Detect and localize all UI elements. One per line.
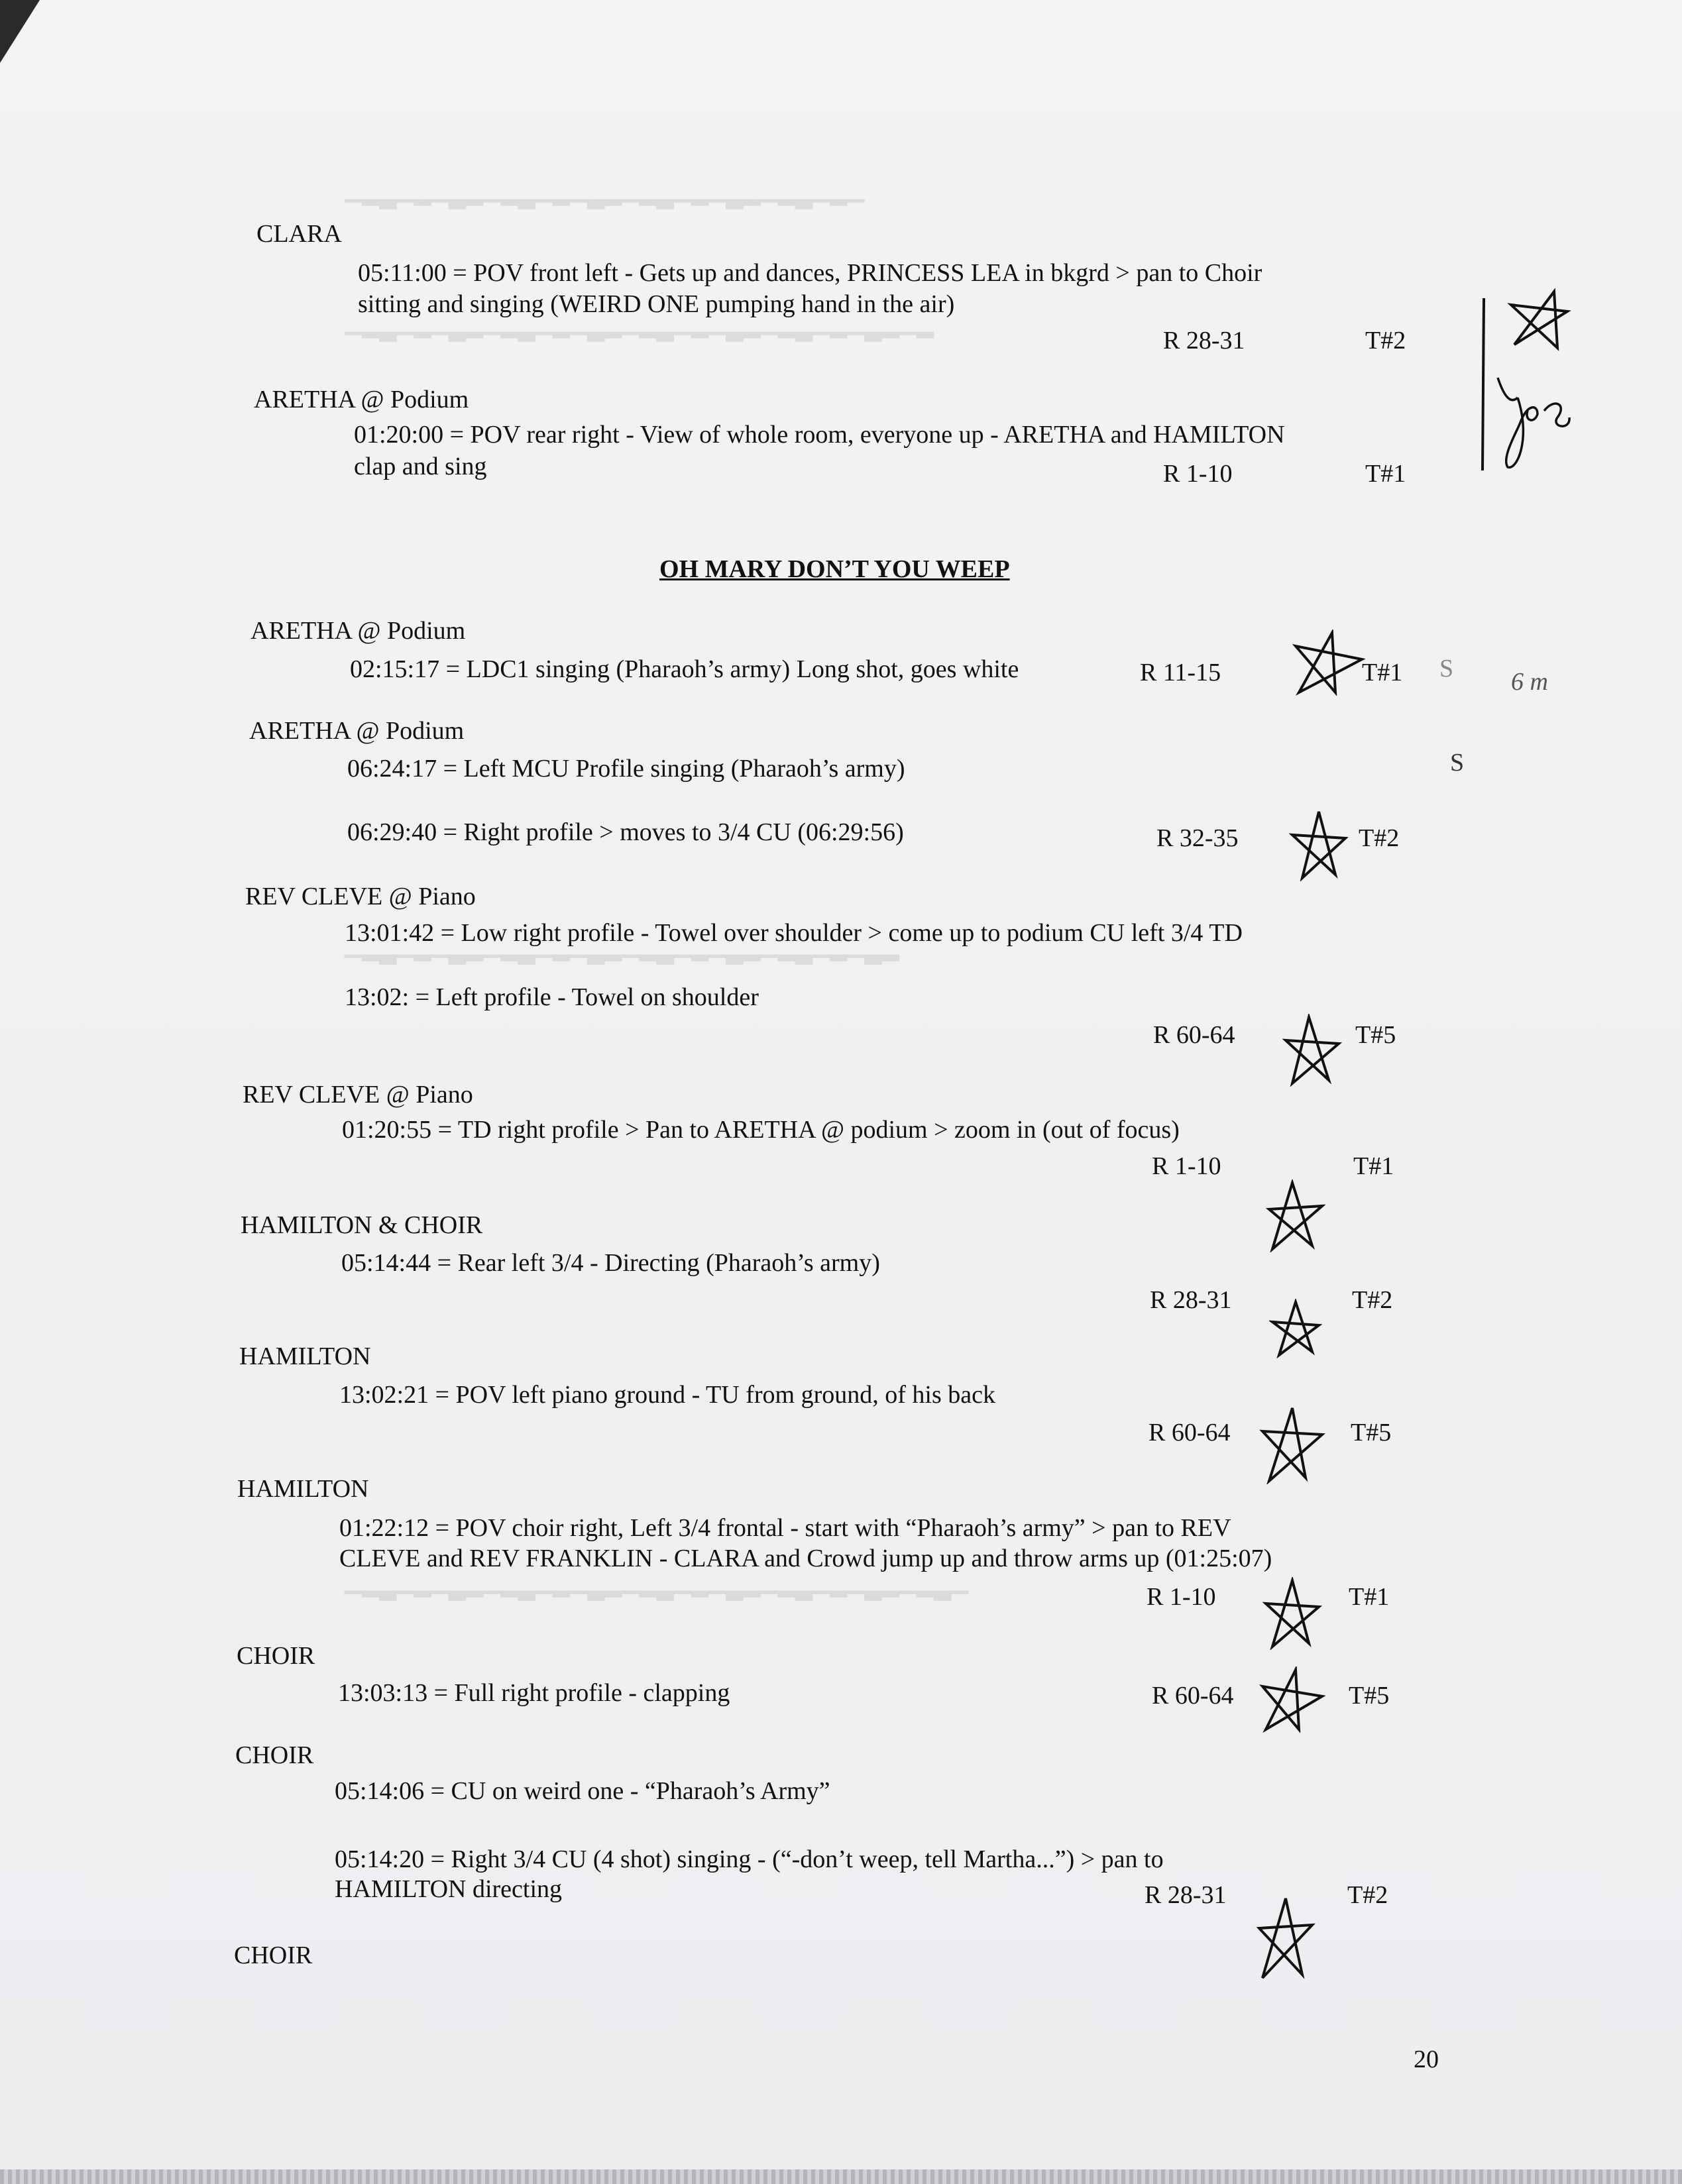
reel-range: R 11-15 (1140, 659, 1221, 686)
tape-number: T#5 (1355, 1021, 1396, 1049)
handwritten-s: S (1439, 655, 1454, 682)
shot-line: 01:22:12 = POV choir right, Left 3/4 frontal - start with “Pharaoh’s army” > pan to REV (339, 1514, 1231, 1542)
reel-range: R 1-10 (1147, 1583, 1216, 1611)
handwritten-star (1289, 808, 1349, 881)
shot-line: 13:02: = Left profile - Towel on shoulder (345, 983, 759, 1011)
shot-line: HAMILTON directing (335, 1875, 563, 1903)
tape-number: T#2 (1347, 1881, 1388, 1909)
shot-line: 05:14:20 = Right 3/4 CU (4 shot) singing - (“-don’t weep, tell Martha...”) > pan to (335, 1845, 1164, 1873)
reel-range: R 28-31 (1150, 1286, 1232, 1314)
bleed-through: ▁▂▃▁▂▁▃▂▁▂▃▁▂▁▃▂▁▂▃▁▂▁▃▂▁▂▃▁▂▁▃▂ (345, 955, 899, 979)
tape-number: T#1 (1353, 1152, 1394, 1180)
handwritten-star (1266, 1179, 1325, 1252)
shot-line: 13:03:13 = Full right profile - clapping (338, 1679, 730, 1707)
tape-number: T#1 (1362, 659, 1403, 686)
tape-number: T#5 (1349, 1682, 1390, 1710)
entry-label-clara: CLARA (256, 220, 342, 248)
shot-line: 06:29:40 = Right profile > moves to 3/4 CU (06:29:56) (347, 818, 904, 846)
handwritten-6m: 6 m (1511, 668, 1548, 696)
entry-label-rev-cleve-piano: REV CLEVE @ Piano (243, 1081, 473, 1109)
tape-number: T#2 (1352, 1286, 1393, 1314)
entry-label-hamilton: HAMILTON (239, 1342, 371, 1370)
shot-line: sitting and singing (WEIRD ONE pumping hand in the air) (358, 290, 955, 318)
shot-line: CLEVE and REV FRANKLIN - CLARA and Crowd jump up and throw arms up (01:25:07) (339, 1545, 1272, 1572)
entry-label-aretha-podium: ARETHA @ Podium (249, 717, 465, 745)
reel-range: R 32-35 (1156, 824, 1239, 852)
tape-number: T#1 (1365, 460, 1406, 488)
reel-range: R 60-64 (1152, 1682, 1234, 1710)
tape-number: T#5 (1351, 1419, 1392, 1447)
entry-label-aretha-podium: ARETHA @ Podium (254, 386, 469, 413)
reel-range: R 60-64 (1149, 1419, 1231, 1447)
shot-line: 06:24:17 = Left MCU Profile singing (Pharaoh’s army) (347, 755, 905, 783)
shot-line: 05:14:06 = CU on weird one - “Pharaoh’s Army” (335, 1777, 830, 1805)
page-number: 20 (1414, 2046, 1439, 2073)
entry-label-aretha-podium: ARETHA @ Podium (251, 617, 466, 645)
entry-label-hamilton: HAMILTON (237, 1475, 369, 1503)
shot-line: 05:11:00 = POV front left - Gets up and dances, PRINCESS LEA in bkgrd > pan to Choir (358, 259, 1262, 287)
entry-label-choir: CHOIR (234, 1941, 313, 1969)
shot-line: 13:02:21 = POV left piano ground - TU from ground, of his back (339, 1381, 995, 1409)
reel-range: R 60-64 (1153, 1021, 1235, 1049)
tape-number: T#1 (1349, 1583, 1390, 1611)
shot-line: 02:15:17 = LDC1 singing (Pharaoh’s army) Long shot, goes white (350, 655, 1019, 683)
handwritten-star (1292, 629, 1365, 696)
shot-line: 01:20:00 = POV rear right - View of whole room, everyone up - ARETHA and HAMILTON (354, 421, 1285, 449)
page-corner-shadow (0, 0, 40, 63)
shot-line: 05:14:44 = Rear left 3/4 - Directing (Pharaoh’s army) (341, 1249, 880, 1277)
handwritten-yes (1491, 358, 1577, 477)
handwritten-star (1269, 1299, 1322, 1358)
section-heading: OH MARY DON’T YOU WEEP (659, 555, 1010, 583)
page-bottom-edge (0, 2169, 1682, 2184)
handwritten-s: S (1450, 749, 1465, 777)
handwritten-star (1262, 1577, 1322, 1650)
handwritten-star (1282, 1014, 1342, 1087)
reel-range: R 28-31 (1163, 327, 1245, 355)
handwritten-star (1256, 1895, 1316, 1981)
tape-number: T#2 (1365, 327, 1406, 355)
entry-label-choir: CHOIR (237, 1642, 315, 1670)
shot-line: 13:01:42 = Low right profile - Towel over shoulder > come up to podium CU left 3/4 TD (345, 919, 1243, 947)
tape-number: T#2 (1359, 824, 1400, 852)
shot-line: clap and sing (354, 453, 487, 480)
bleed-through: ▁▂▃▁▂▁▃▂▁▂▃▁▂▁▃▂▁▂▃▁▂▁▃▂▁▂▃▁▂▁▃▂▁▂ (345, 332, 934, 356)
entry-label-hamilton-choir: HAMILTON & CHOIR (241, 1211, 483, 1239)
handwritten-star (1259, 1666, 1325, 1733)
bleed-through: ▁▂▃▁▂▁▃▂▁▂▃▁▂▁▃▂▁▂▃▁▂▁▃▂▁▂▃▁▂▁ (345, 199, 865, 224)
entry-label-rev-cleve-piano: REV CLEVE @ Piano (245, 883, 476, 910)
reel-range: R 28-31 (1145, 1881, 1227, 1909)
reel-range: R 1-10 (1163, 460, 1233, 488)
reel-range: R 1-10 (1152, 1152, 1221, 1180)
bleed-through: ▁▂▃▁▂▁▃▂▁▂▃▁▂▁▃▂▁▂▃▁▂▁▃▂▁▂▃▁▂▁▃▂▁▂▃▁ (345, 1591, 969, 1615)
entry-label-choir: CHOIR (235, 1741, 314, 1769)
handwritten-star (1259, 1405, 1325, 1484)
shot-line: 01:20:55 = TD right profile > Pan to ARETHA @ podium > zoom in (out of focus) (342, 1116, 1180, 1144)
